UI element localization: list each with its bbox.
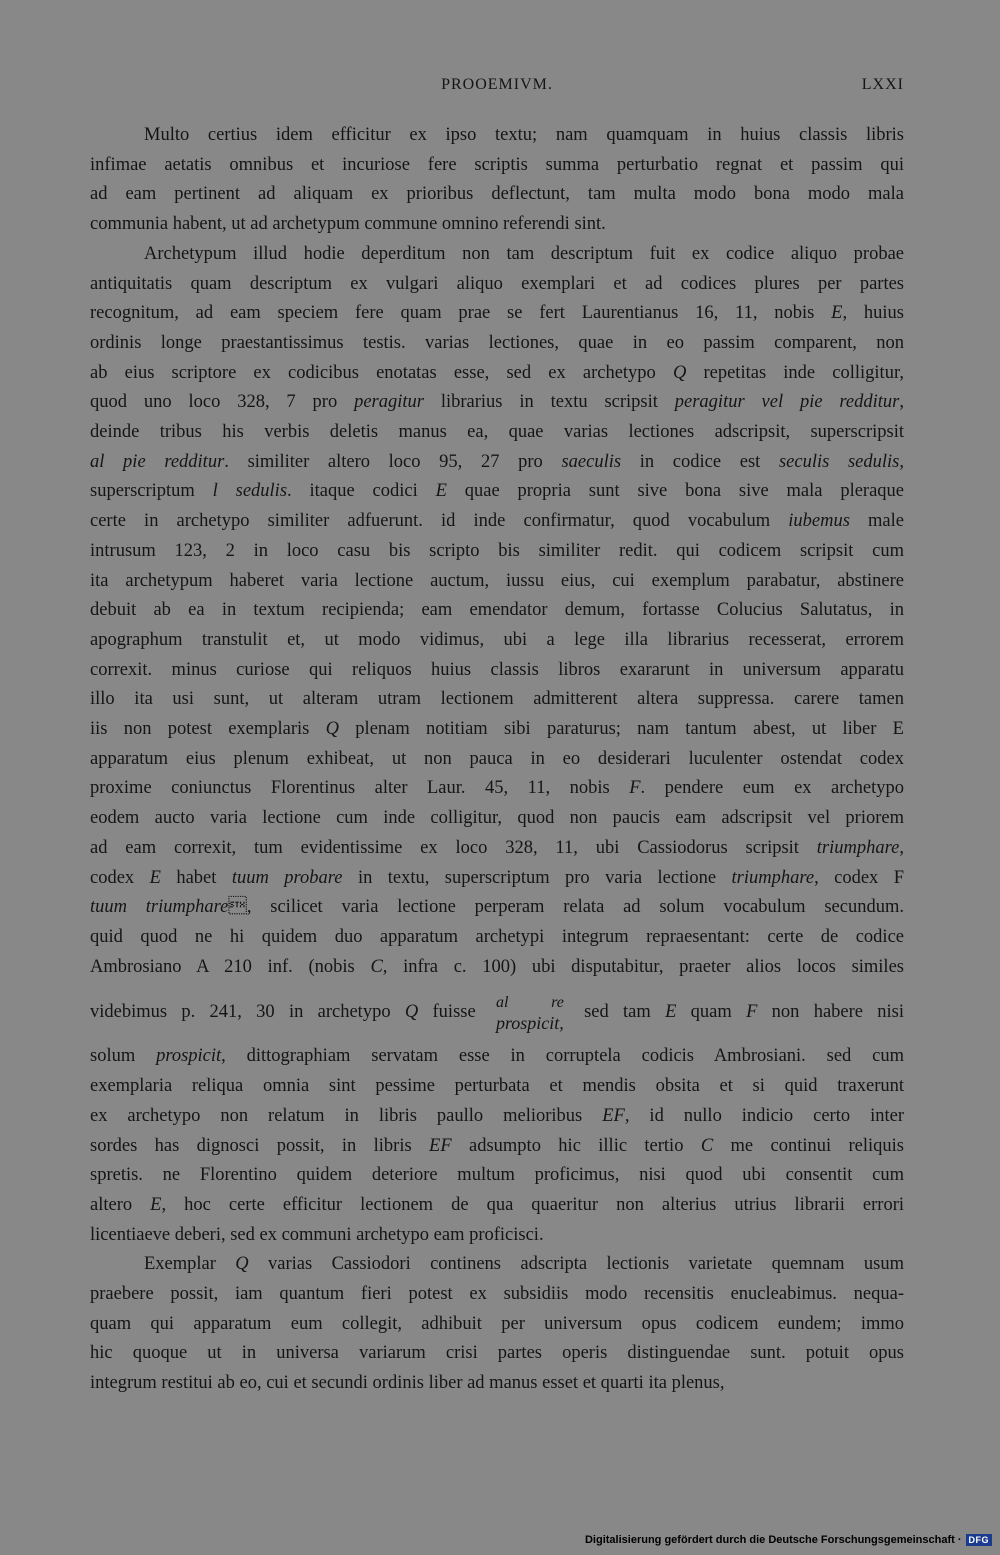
text-line: antiquitatis quam descriptum ex vulgari aliquo exemplari et ad codices plures per partes [90, 273, 904, 294]
page-number: LXXI [861, 76, 904, 93]
variant-reading: al re prospicit, [495, 994, 564, 1034]
text-line: superscriptum l sedulis. itaque codici E quae propria sunt sive bona sive mala pleraque [90, 481, 905, 502]
text-line: eodem aucto varia lectione cum inde colligitur, quod non paucis eam adscripsit vel priorem [90, 808, 904, 829]
text-line: quid quod ne hi quidem duo apparatum archetypi integrum repraesentant: certe de codice [90, 926, 904, 947]
text-line: tuum triumphare, scilicet varia lectione perperam relata ad solum vocabulum secundum. [90, 897, 904, 918]
text-line: infimae aetatis omnibus et incuriose fere scriptis summa perturbatio regnat et passim qui [90, 154, 904, 175]
text-line: quam qui apparatum eum collegit, adhibuit per universum opus codicem eundem; immo [90, 1313, 904, 1334]
text-line: altero E, hoc certe efficitur lectionem de qua quaeritur non alterius utrius librarii errori [90, 1194, 904, 1215]
text-line: deinde tribus his verbis deletis manus ea, quae varias lectiones adscripsit, superscripsit [90, 422, 904, 443]
text-line: certe in archetypo similiter adfuerunt. id inde confirmatur, quod vocabulum iubemus male [90, 511, 904, 532]
text-line: ad eam correxit, tum evidentissime ex loco 328, 11, ubi Cassiodorus scripsit triumphare, [90, 837, 904, 858]
text-line: ex archetypo non relatum in libris paullo melioribus EF, id nullo indicio certo inter [90, 1105, 904, 1126]
text-line: proxime coniunctus Florentinus alter Laur. 45, 11, nobis F. pendere eum ex archetypo [90, 778, 904, 799]
text-line: debuit ab ea in textum recipienda; eam emendator demum, fortasse Colucius Salutatus, in [90, 600, 904, 621]
text-line: apographum transtulit et, ut modo vidimus, ubi a lege illa librarius recesserat, errorem [90, 629, 904, 650]
body-text [90, 121, 904, 1399]
text-line: licentiaeve deberi, sed ex communi archetypo eam proficisci. [90, 1224, 544, 1245]
text-line: recognitum, ad eam speciem fere quam prae se fert Laurentianus 16, 11, nobis E, huius [90, 303, 904, 324]
text-line: quod uno loco 328, 7 pro peragitur librarius in textu scripsit peragitur vel pie redditur, [90, 392, 904, 413]
text-line: communia habent, ut ad archetypum commune omnino referendi sint. [90, 214, 606, 235]
text-line: codex E habet tuum probare in textu, superscriptum pro varia lectione triumphare, codex F [90, 867, 904, 888]
text-line: Exemplar Q varias Cassiodori continens adscripta lectionis varietate quemnam usum [144, 1254, 905, 1275]
text-line: hic quoque ut in universa variarum crisi partes operis distinguendae sunt. potuit opus [90, 1343, 904, 1364]
running-title: PROOEMIVM. [441, 76, 553, 93]
text-line: spretis. ne Florentino quidem deteriore multum proficimus, nisi quod ubi consentit cum [90, 1165, 904, 1186]
text-line: intrusum 123, 2 in loco casu bis scripto bis similiter redit. qui codicem scripsit cum [90, 540, 904, 561]
footer-text: Digitalisierung gefördert durch die Deutsche Forschungsgemeinschaft · [584, 1534, 962, 1546]
text-line: Archetypum illud hodie deperditum non tam descriptum fuit ex codice aliquo probae [144, 243, 904, 264]
text-line: Multo certius idem efficitur ex ipso textu; nam quamquam in huius classis libris [144, 125, 904, 145]
paragraph [90, 121, 904, 240]
text-line: ita archetypum haberet varia lectione auctum, iussu eius, cui exemplum parabatur, abstinere [90, 570, 904, 591]
text-line: iis non potest exemplaris Q plenam notitiam sibi paraturus; nam tantum abest, ut liber E [90, 719, 904, 740]
text-line: al pie redditur. similiter altero loco 95, 27 pro saeculis in codice est seculis sedulis, [90, 451, 904, 472]
text-line: apparatum eius plenum exhibeat, ut non pauca in eo desiderari luculenter ostendat codex [90, 748, 904, 769]
dfg-logo: DFG [966, 1534, 993, 1546]
text-line: ordinis longe praestantissimus testis. varias lectiones, quae in eo passim comparent, non [90, 332, 904, 353]
text-line: ad eam pertinent ad aliquam ex prioribus deflectunt, tam multa modo bona modo mala [90, 184, 904, 205]
text-line: sordes has dignosci possit, in libris EF adsumpto hic illic tertio C me continui reliquis [90, 1135, 904, 1156]
page-header [90, 76, 904, 100]
paragraph [90, 1250, 904, 1399]
text-line: praebere possit, iam quantum fieri potest ex subsidiis modo recensitis enucleabimus. nequa- [90, 1284, 904, 1305]
text-line: integrum restitui ab eo, cui et secundi ordinis liber ad manus esset et quarti ita plenus, [90, 1373, 725, 1394]
text-line: correxit. minus curiose qui reliquos huius classis libros exararunt in universum apparatu [90, 659, 904, 680]
paragraph-container [90, 121, 904, 1399]
footer-credit [585, 1531, 992, 1549]
text-line: illo ita usi sunt, ut alteram utram lectionem admitterent altera suppressa. carere tamen [90, 689, 904, 710]
paragraph [90, 240, 904, 1251]
text-line: solum prospicit, dittographiam servatam esse in corruptela codicis Ambrosiani. sed cum [90, 1046, 904, 1067]
text-line: ab eius scriptore ex codicibus enotatas esse, sed ex archetypo Q repetitas inde colligitur, [90, 362, 904, 383]
text-line-with-variant: videbimus p. 241, 30 in archetypo Q fuisse al re prospicit, sed tam E quam F non habere nisi [90, 994, 904, 1034]
text-line: Ambrosiano A 210 inf. (nobis C, infra c. 100) ubi disputabitur, praeter alios locos similes [90, 956, 904, 977]
text-line: exemplaria reliqua omnia sint pessime perturbata et mendis obsita et si quid traxerunt [90, 1076, 904, 1097]
